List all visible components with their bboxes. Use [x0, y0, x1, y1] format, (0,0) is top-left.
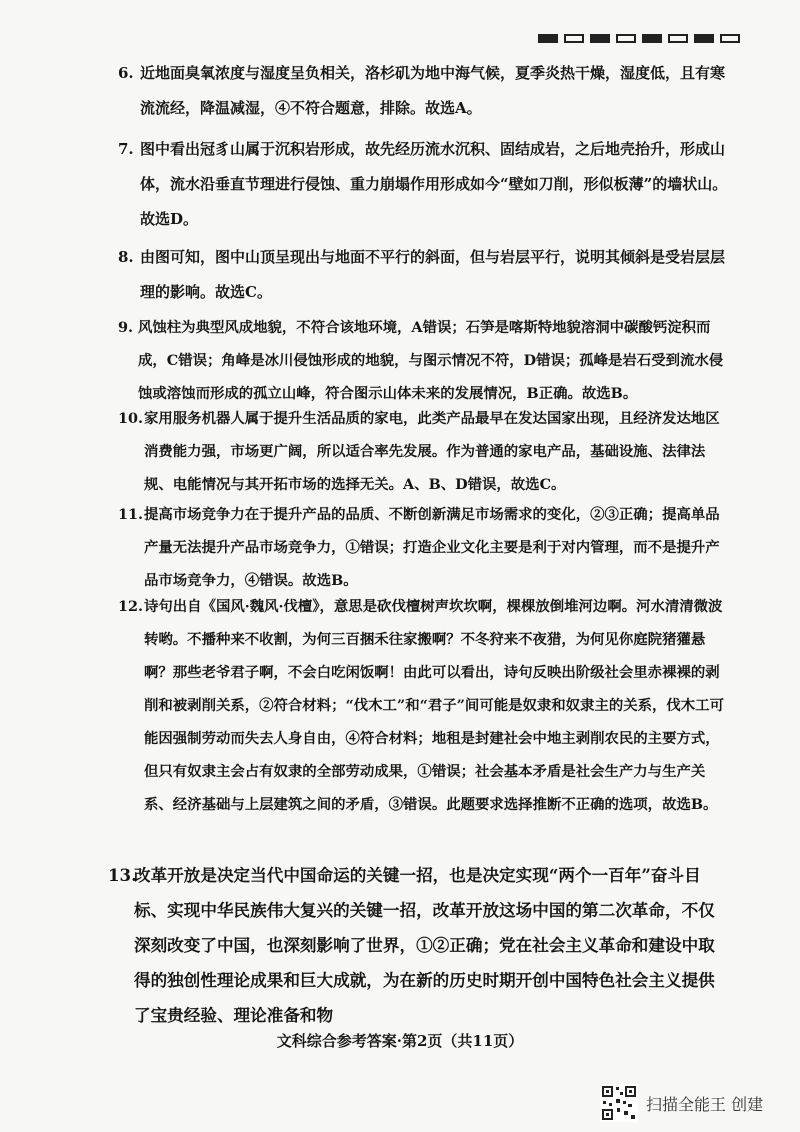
answer-12	[118, 590, 728, 821]
answer-11	[118, 498, 728, 597]
answer-6	[118, 56, 728, 126]
page-footer: 文科综合参考答案·第2页（共11页）	[276, 1032, 524, 1050]
watermark-text: 扫描全能王 创建	[646, 1094, 764, 1114]
answer-number: 9.	[118, 319, 134, 336]
answer-text: 诗句出自《国风·魏风·伐檀》，意思是砍伐檀树声坎坎啊，棵棵放倒堆河边啊。河水清清微波转哟。不播种来不收割，为何三百捆禾往家搬啊？不冬狩来不夜猎，为何见你庭院猪獾悬啊？那些老爷君子啊，不会白吃闲饭啊！由此可以看出，诗句反映出阶级社会里赤裸裸的剥削和被剥削关系，②符合材料；“伐木工”和“君子”间可能是奴隶和奴隶主的关系，伐木工可能因强制劳动而失去人身自由，④符合材料；地租是封建社会中地主剥削农民的主要方式，但只有奴隶主会占有奴隶的全部劳动成果，①错误；社会基本矛盾是社会生产力与生产关系、经济基础与上层建筑之间的矛盾，③错误。此题要求选择推断不正确的选项，故选B。	[144, 598, 724, 813]
answer-number: 6.	[118, 64, 134, 82]
answer-text: 改革开放是决定当代中国命运的关键一招，也是决定实现“两个一百年”奋斗目标、实现中华民族伟大复兴的关键一招，改革开放这场中国的第二次革命，不仅深刻改变了中国，也深刻影响了世界，①②正确；党在社会主义革命和建设中取得的独创性理论成果和巨大成就，为在新的历史时期开创中国特色社会主义提供了宝贵经验、理论准备和物	[134, 865, 715, 1025]
page-marker-icon	[538, 34, 740, 43]
answer-8	[118, 240, 728, 310]
answer-number: 10.	[118, 410, 144, 427]
answer-text: 家用服务机器人属于提升生活品质的家电，此类产品最早在发达国家出现，且经济发达地区消费能力强，市场更广阔，所以适合率先发展。作为普通的家电产品，基础设施、法律法规、电能情况与其开拓市场的选择无关。A、B、D错误，故选C。	[144, 410, 720, 493]
answer-9	[118, 311, 728, 410]
qr-code-icon	[600, 1084, 638, 1122]
answer-number: 7.	[118, 140, 134, 158]
answer-text: 风蚀柱为典型风成地貌，不符合该地环境，A错误；石笋是喀斯特地貌溶洞中碳酸钙淀积而成，C错误；角峰是冰川侵蚀形成的地貌，与图示情况不符，D错误；孤峰是岩石受到流水侵蚀或溶蚀而形成的孤立山峰，符合图示山体未来的发展情况，B正确。故选B。	[138, 319, 724, 402]
answer-text: 由图可知，图中山顶呈现出与地面不平行的斜面，但与岩层平行，说明其倾斜是受岩层层理的影响。故选C。	[140, 248, 726, 301]
answer-13	[108, 858, 728, 1033]
answer-text: 图中看出冠豸山属于沉积岩形成，故先经历流水沉积、固结成岩，之后地壳抬升，形成山体，流水沿垂直节理进行侵蚀、重力崩塌作用形成如今“壁如刀削，形似板薄”的墙状山。故选D。	[140, 140, 728, 228]
answer-text: 近地面臭氧浓度与湿度呈负相关，洛杉矶为地中海气候，夏季炎热干燥，湿度低，且有寒流流经，降温减湿，④不符合题意，排除。故选A。	[140, 64, 726, 117]
answer-7	[118, 132, 728, 237]
answer-number: 13.	[108, 865, 137, 885]
answer-text: 提高市场竞争力在于提升产品的品质、不断创新满足市场需求的变化，②③正确；提高单品产量无法提升产品市场竞争力，①错误；打造企业文化主要是利于对内管理，而不是提升产品市场竞争力，④错误。故选B。	[144, 506, 720, 589]
answer-number: 12.	[118, 598, 144, 615]
answer-number: 8.	[118, 248, 134, 266]
answer-number: 11.	[118, 506, 144, 523]
scanner-watermark	[600, 1084, 763, 1122]
answer-10	[118, 402, 728, 501]
